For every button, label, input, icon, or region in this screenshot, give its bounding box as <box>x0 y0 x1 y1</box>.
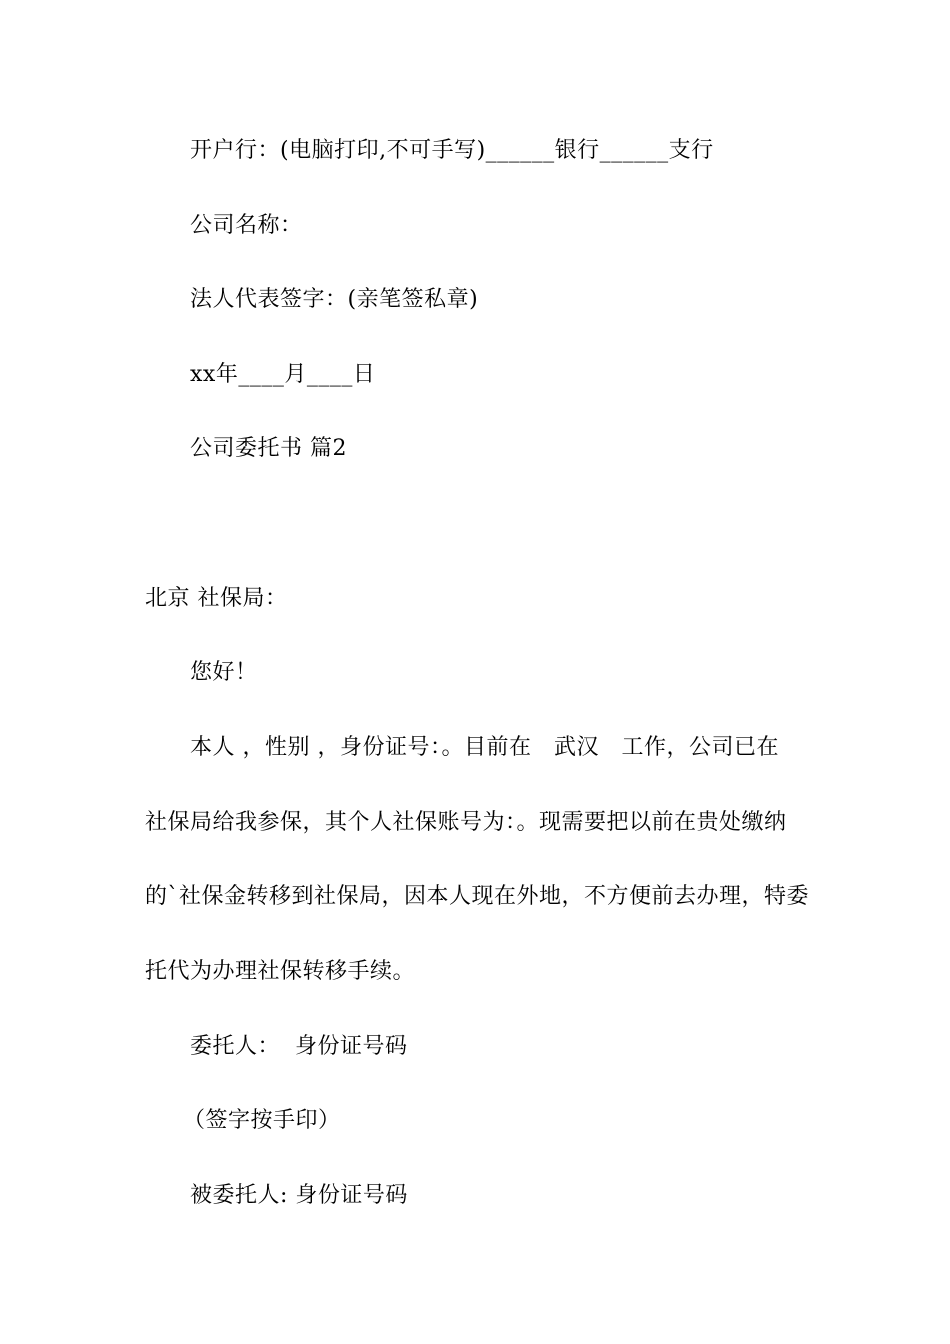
section-title: 公司委托书 篇2 <box>190 436 347 461</box>
body-paragraph-line-1: 本人 ，性别 ，身份证号：。目前在 武汉 工作，公司已在 <box>190 735 779 760</box>
bank-line: 开户行：(电脑打印,不可手写)______银行______支行 <box>190 138 714 163</box>
date-line: xx年____月____日 <box>190 362 376 387</box>
legal-rep-signature-line: 法人代表签字：(亲笔签私章) <box>190 287 479 312</box>
body-paragraph-line-2: 社保局给我参保，其个人社保账号为：。现需要把以前在贵处缴纳 <box>145 810 787 835</box>
greeting-line: 您好！ <box>190 660 258 685</box>
body-paragraph-line-4: 托代为办理社保转移手续。 <box>145 959 416 984</box>
addressee-line: 北京 社保局： <box>145 586 288 611</box>
principal-line: 委托人： 身份证号码 <box>190 1034 408 1059</box>
agent-line: 被委托人: 身份证号码 <box>190 1183 408 1208</box>
body-paragraph-line-3: 的`社保金转移到社保局，因本人现在外地，不方便前去办理，特委 <box>145 884 810 909</box>
signature-note-line: （签字按手印） <box>183 1108 341 1133</box>
company-name-line: 公司名称： <box>190 213 303 238</box>
